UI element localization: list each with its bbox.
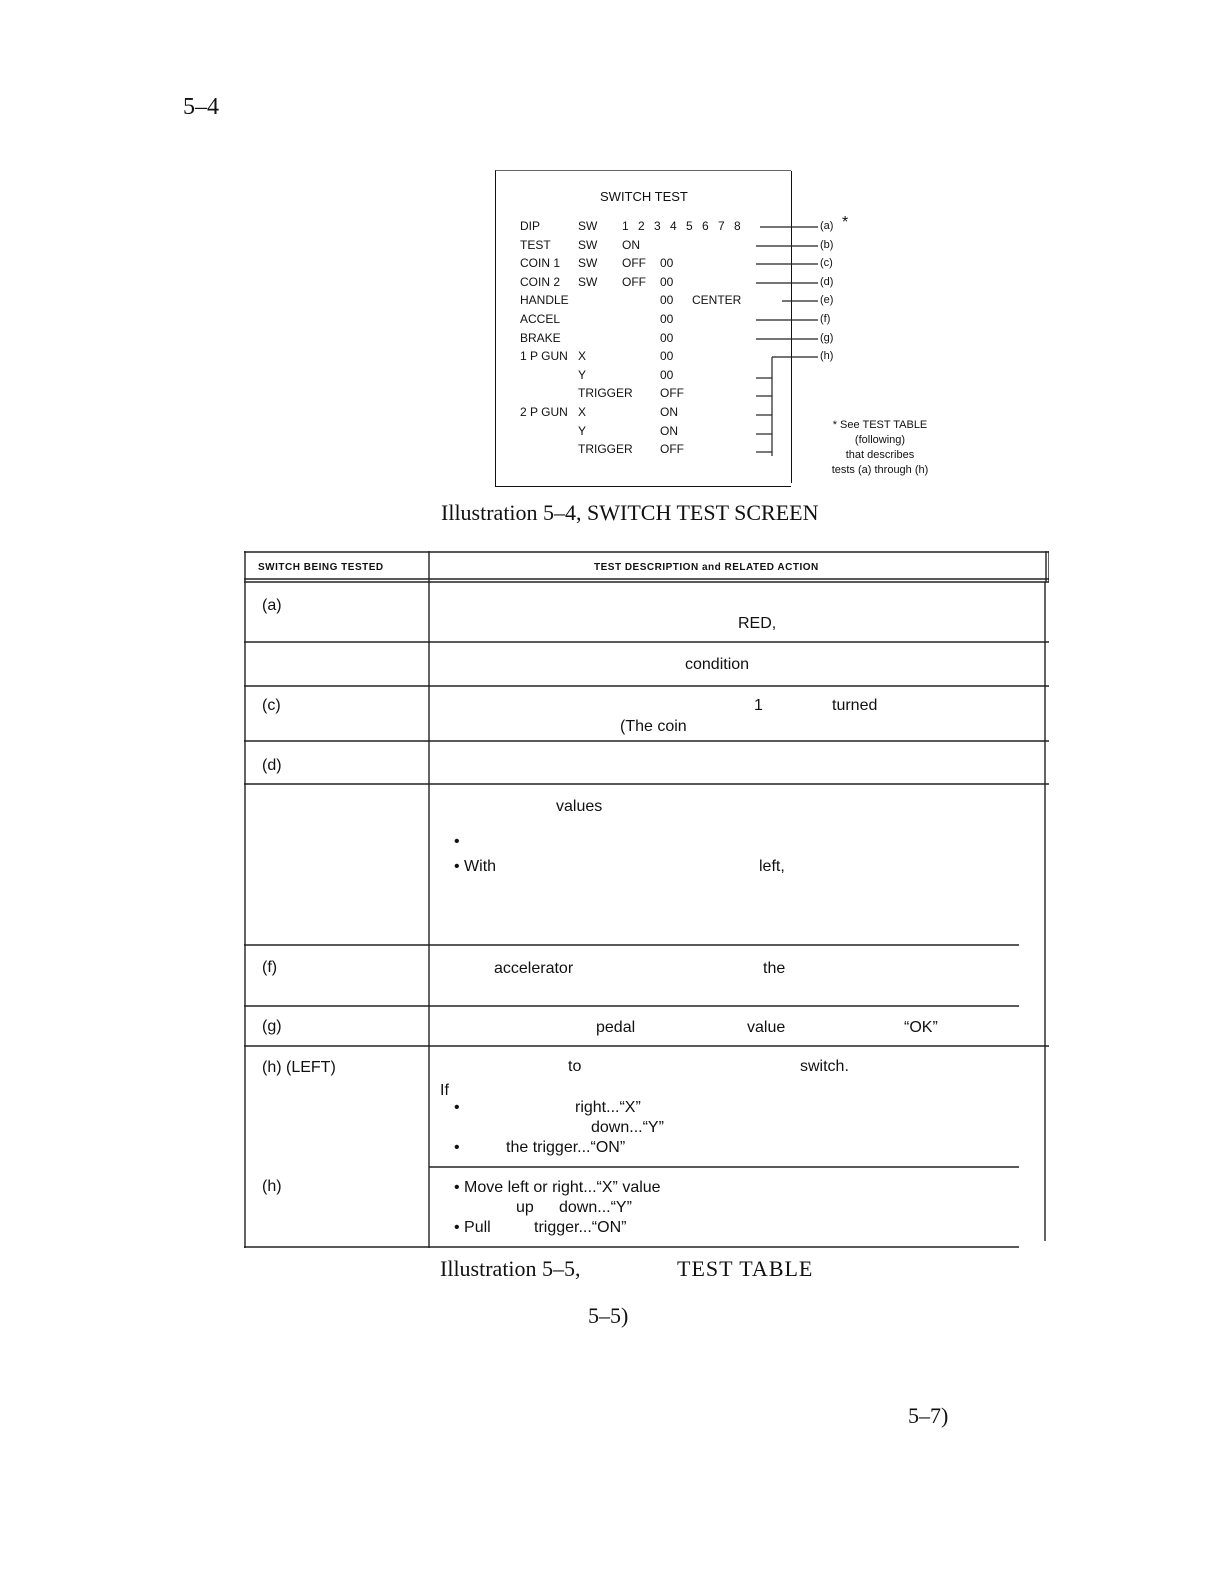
screen-test-tag: (d) [820, 276, 834, 288]
table-cell-text: condition [685, 656, 750, 673]
table-cell-text: • Pull [454, 1219, 491, 1236]
table-cell-text: “OK” [904, 1019, 938, 1036]
table-cell-text: values [556, 798, 603, 815]
screen-cell-c2: SW [578, 275, 598, 289]
table-cell-text: If [440, 1082, 449, 1099]
test-table-caption: TEST TABLE [677, 1256, 814, 1281]
screen-test-tag: (a) [820, 220, 834, 232]
screen-cell-c2: TRIGGER [578, 386, 633, 400]
screen-cell-c4: 00 [660, 349, 674, 363]
screen-cell-c4: 00 [660, 368, 674, 382]
illustration-caption-5-4: Illustration 5–4, SWITCH TEST SCREEN [441, 500, 819, 525]
table-cell-text: • Move left or right...“X” value [454, 1179, 661, 1196]
table-cell-text: • [454, 1099, 460, 1116]
screen-cell-c1: TEST [520, 238, 551, 252]
screen-test-tag: (b) [820, 239, 834, 251]
table-cell-text: the [763, 960, 786, 977]
screen-cell-c3: OFF [622, 256, 646, 270]
screen-cell-c4: ON [660, 405, 678, 419]
table-cell-text: trigger...“ON” [534, 1219, 627, 1236]
test-table [244, 551, 1049, 1248]
screen-cell-c1: 1 P GUN [520, 349, 568, 363]
table-cell-text: (The coin [620, 718, 687, 735]
table-cell-text: pedal [596, 1019, 636, 1036]
reference-5-7: 5–7) [908, 1403, 949, 1428]
table-cell-text: RED, [738, 615, 777, 632]
table-cell-text: turned [832, 697, 878, 714]
table-row-label: (c) [262, 697, 281, 714]
screen-cell-c2: X [578, 405, 587, 419]
page-number: 5–4 [183, 94, 219, 120]
screen-cell-c4: 00 [660, 331, 674, 345]
screen-cell-c1: HANDLE [520, 293, 569, 307]
table-cell-text: • [454, 1139, 460, 1156]
screen-cell-c2: SW [578, 238, 598, 252]
table-row-label: (f) [262, 959, 278, 976]
header-test-description: TEST DESCRIPTION and RELATED ACTION [594, 562, 819, 573]
table-row-label: (a) [262, 597, 282, 614]
table-cell-text: value [747, 1019, 786, 1036]
note-line: * See TEST TABLE [832, 419, 928, 431]
screen-cell-c4: ON [660, 424, 678, 438]
table-cell-text: • With [454, 858, 497, 875]
screen-cell-c4: OFF [660, 442, 684, 456]
asterisk-mark: * [842, 214, 849, 231]
screen-test-tag: (f) [820, 313, 831, 325]
reference-5-5: 5–5) [588, 1303, 629, 1328]
table-cell-text: accelerator [494, 960, 574, 977]
screen-cell-c1: DIP [520, 219, 541, 233]
table-cell-text: 1 [754, 697, 763, 714]
screen-test-tag: (h) [820, 350, 834, 362]
screen-cell-c3: ON [622, 238, 640, 252]
screen-title: SWITCH TEST [600, 189, 688, 204]
table-cell-text: switch. [800, 1058, 849, 1075]
screen-cell-c2: Y [578, 368, 587, 382]
header-switch-being-tested: SWITCH BEING TESTED [258, 562, 384, 573]
screen-test-tag: (g) [820, 332, 834, 344]
note-line: that describes [845, 449, 915, 461]
note-line: (following) [854, 434, 906, 446]
screen-test-tag: (e) [820, 294, 834, 306]
table-row-label: (h) (LEFT) [262, 1059, 336, 1076]
table-cell-text: • [454, 833, 460, 850]
screen-test-tag: (c) [820, 257, 833, 269]
note-line: tests (a) through (h) [831, 464, 929, 476]
table-grid [244, 551, 1049, 1248]
screen-cell-c3: 1 2 3 4 5 6 7 8 [622, 219, 744, 233]
table-cell-text: right...“X” [575, 1099, 641, 1116]
table-cell-text: left, [759, 858, 785, 875]
screen-cell-c1: BRAKE [520, 331, 561, 345]
table-row-label: (g) [262, 1018, 282, 1035]
screen-cell-c2: TRIGGER [578, 442, 633, 456]
screen-cell-c1: COIN 1 [520, 256, 561, 270]
screen-cell-c2: Y [578, 424, 587, 438]
table-row-label: (h) [262, 1178, 282, 1195]
screen-cell-c4: 00 [660, 275, 674, 289]
screen-cell-c4: 00 [660, 256, 674, 270]
screen-cell-c5: CENTER [692, 293, 742, 307]
screen-cell-c1: 2 P GUN [520, 405, 568, 419]
illustration-caption-5-5: Illustration 5–5, [440, 1256, 581, 1281]
table-cell-text: to [568, 1058, 582, 1075]
screen-cell-c2: SW [578, 219, 598, 233]
screen-cell-c4: OFF [660, 386, 684, 400]
screen-cell-c2: X [578, 349, 587, 363]
table-cell-text: up [516, 1199, 534, 1216]
screen-cell-c4: 00 [660, 293, 674, 307]
table-cell-text: the trigger...“ON” [506, 1139, 626, 1156]
screen-cell-c3: OFF [622, 275, 646, 289]
table-cell-text: down...“Y” [591, 1119, 664, 1136]
screen-cell-c2: SW [578, 256, 598, 270]
screen-cell-c1: ACCEL [520, 312, 561, 326]
table-cell-text: down...“Y” [559, 1199, 632, 1216]
screen-cell-c1: COIN 2 [520, 275, 561, 289]
table-row-label: (d) [262, 757, 282, 774]
screen-cell-c4: 00 [660, 312, 674, 326]
